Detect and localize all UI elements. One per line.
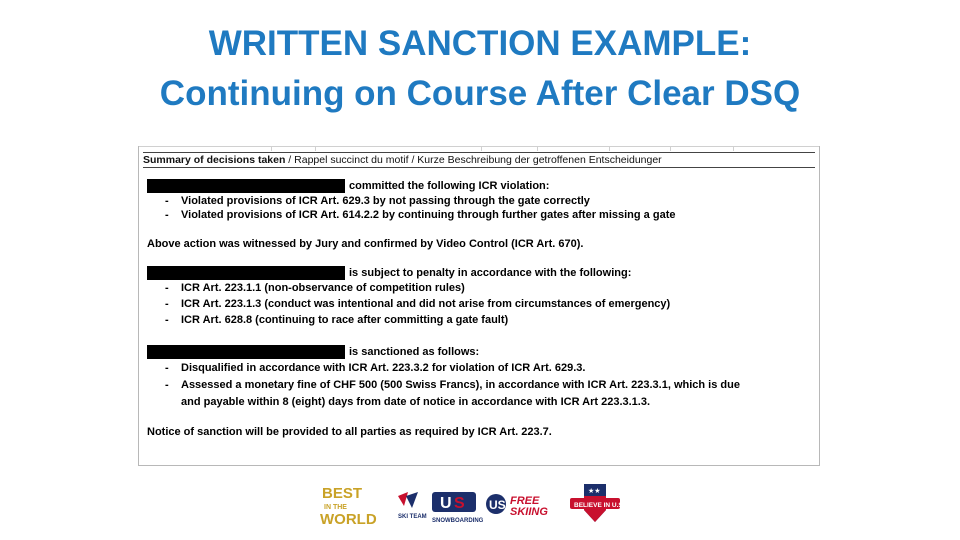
list-item: - ICR Art. 223.1.3 (conduct was intentional and did not arise from circumstances of emergency) [165,298,671,310]
logo-strip [320,482,650,530]
summary-header-translations: / Rappel succinct du motif / Kurze Beschreibung der getroffenen Entscheidunger [285,154,662,166]
ski-team-label: SKI TEAM [398,514,427,520]
block3-lead: is sanctioned as follows: [147,345,479,359]
list-item-continuation: and payable within 8 (eight) days from date of notice in accordance with ICR Art 223.3.1.3. [181,396,651,408]
list-item: - Violated provisions of ICR Art. 614.2.2 by continuing through further gates after missing a gate [165,209,676,221]
svg-text:S: S [454,495,465,512]
slide-subtitle: Continuing on Course After Clear DSQ [159,74,801,113]
ski-team-swoosh-icon [398,492,408,506]
svg-text:U: U [440,495,452,512]
summary-header [143,152,815,168]
best-line2: IN THE [324,504,347,511]
redacted-name [147,345,345,359]
us-snowboarding-logo [432,492,484,524]
block2-lead: is subject to penalty in accordance with the following: [147,266,631,280]
list-item: - Assessed a monetary fine of CHF 500 (500 Swiss Francs), in accordance with ICR Art. 223.3.1, which is due [165,379,740,391]
us-ski-team-logo [398,492,427,520]
best-line3: WORLD [320,511,377,528]
document-top-grid [139,146,819,151]
freeskiing-line2: SKIING [510,506,548,518]
sponsor-logos [320,482,650,530]
believe-label: BELIEVE IN U.S. [574,502,625,509]
slide-title: WRITTEN SANCTION EXAMPLE: [208,24,752,63]
notice-statement: Notice of sanction will be provided to all parties as required by ICR Art. 223.7. [147,426,552,438]
sanction-document [138,146,820,466]
freeskiing-line1: FREE [510,495,540,507]
believe-in-us-logo [570,484,625,522]
best-in-the-world-logo [320,485,377,528]
list-item: - ICR Art. 628.8 (continuing to race after committing a gate fault) [165,314,509,326]
snowboarding-label: SNOWBOARDING [432,518,484,524]
list-item: - Violated provisions of ICR Art. 629.3 by not passing through the gate correctly [165,195,590,207]
witness-statement: Above action was witnessed by Jury and confirmed by Video Control (ICR Art. 670). [147,238,584,250]
summary-header-bold: Summary of decisions taken [143,154,286,166]
us-freeskiing-logo [486,494,548,518]
best-line1: BEST [322,485,363,502]
list-item: - Disqualified in accordance with ICR Art. 223.3.2 for violation of ICR Art. 629.3. [165,362,586,374]
svg-text:US: US [489,498,506,512]
redacted-name [147,266,345,280]
svg-text:★★: ★★ [588,488,601,495]
block1-lead: committed the following ICR violation: [147,179,549,193]
redacted-name [147,179,345,193]
ski-team-flag-icon [406,492,418,508]
list-item: - ICR Art. 223.1.1 (non-observance of competition rules) [165,282,465,294]
